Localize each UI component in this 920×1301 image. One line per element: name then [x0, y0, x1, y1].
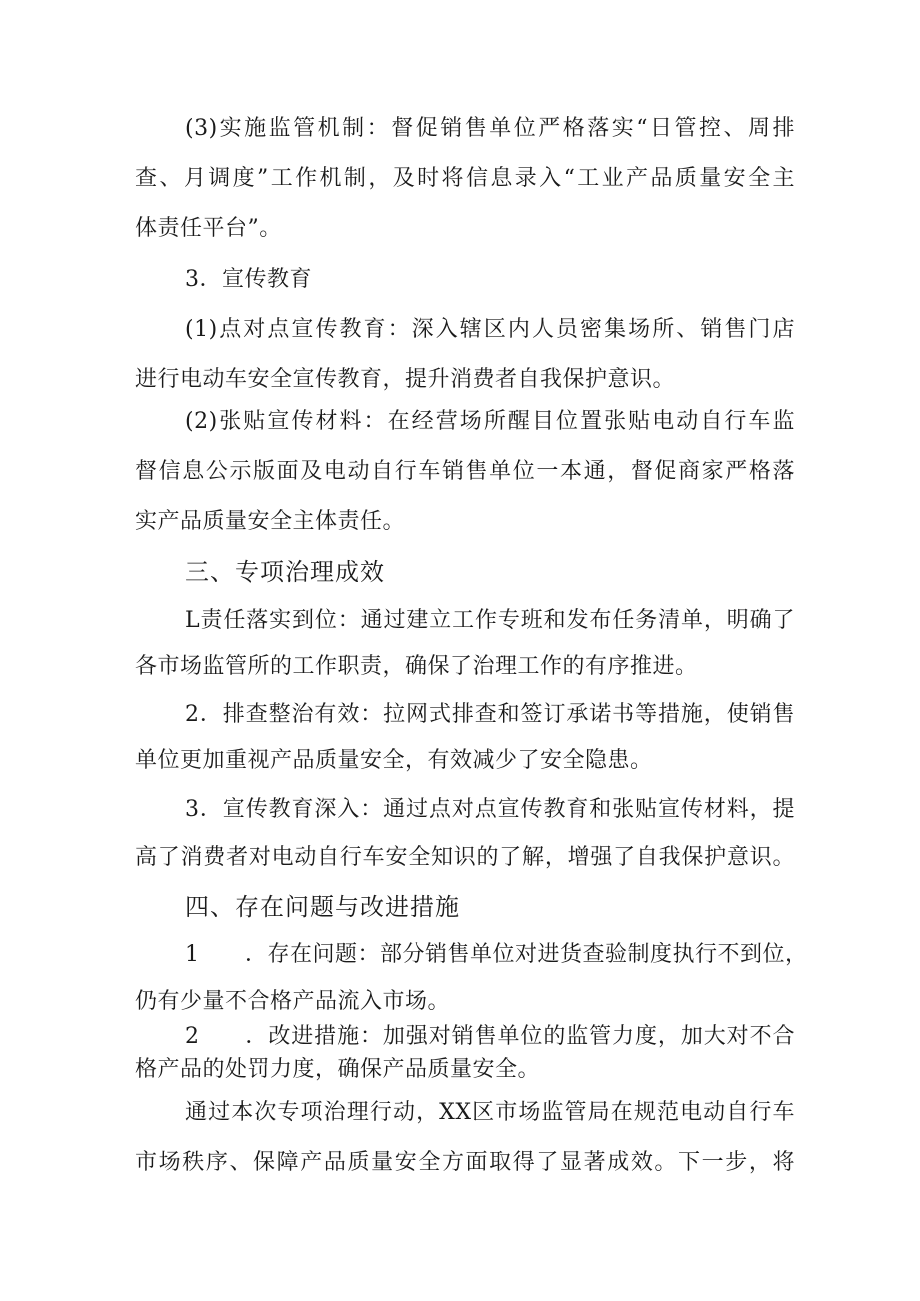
- item-number: 2: [185, 1024, 200, 1049]
- paragraph-line: 进行电动车安全宣传教育，提升消费者自我保护意识。: [135, 367, 676, 392]
- paragraph-line: [185, 1022, 795, 1052]
- item-number: 1: [185, 942, 200, 967]
- section-heading: 四、存在问题与改进措施: [185, 893, 460, 921]
- paragraph-line: 实产品质量安全主体责任。: [135, 509, 406, 534]
- paragraph-line: 单位更加重视产品质量安全，有效减少了安全隐患。: [135, 748, 653, 773]
- paragraph-line: 查、月调度”工作机制，及时将信息录入“工业产品质量安全主: [135, 166, 795, 191]
- paragraph-line: 高了消费者对电动自行车安全知识的了解，增强了自我保护意识。: [135, 845, 795, 870]
- paragraph-line: (1)点对点宣传教育：深入辖区内人员密集场所、销售门店: [185, 317, 795, 342]
- paragraph-line: (3)实施监管机制：督促销售单位严格落实“日管控、周排: [185, 116, 795, 141]
- paragraph-line: 3．宣传教育深入：通过点对点宣传教育和张贴宣传材料，提: [185, 797, 795, 822]
- paragraph-line: [185, 940, 808, 970]
- paragraph-line: 仍有少量不合格产品流入市场。: [135, 989, 451, 1014]
- paragraph-line: 各市场监管所的工作职责，确保了治理工作的有序推进。: [135, 654, 698, 679]
- item-text: ．存在问题：部分销售单位对进货查验制度执行不到位，: [245, 942, 808, 967]
- paragraph-line: (2)张贴宣传材料：在经营场所醒目位置张贴电动自行车监: [185, 409, 795, 434]
- paragraph-line: 通过本次专项治理行动，XX区市场监管局在规范电动自行车: [185, 1100, 795, 1125]
- paragraph-line: 督信息公示版面及电动自行车销售单位一本通，督促商家严格落: [135, 459, 795, 484]
- paragraph-line: L责任落实到位：通过建立工作专班和发布任务清单，明确了: [185, 608, 795, 633]
- section-heading: 三、专项治理成效: [185, 558, 385, 586]
- paragraph-line: 市场秩序、保障产品质量安全方面取得了显著成效。下一步，将: [135, 1150, 795, 1175]
- paragraph-line: 体责任平台”。: [135, 216, 282, 241]
- paragraph-line: 2．排查整治有效：拉网式排查和签订承诺书等措施，使销售: [185, 702, 795, 727]
- item-text: ．改进措施：加强对销售单位的监管力度，加大对不合: [245, 1024, 795, 1049]
- subsection-label: 3．宣传教育: [185, 267, 312, 292]
- paragraph-line: 格产品的处罚力度，确保产品质量安全。: [135, 1057, 541, 1082]
